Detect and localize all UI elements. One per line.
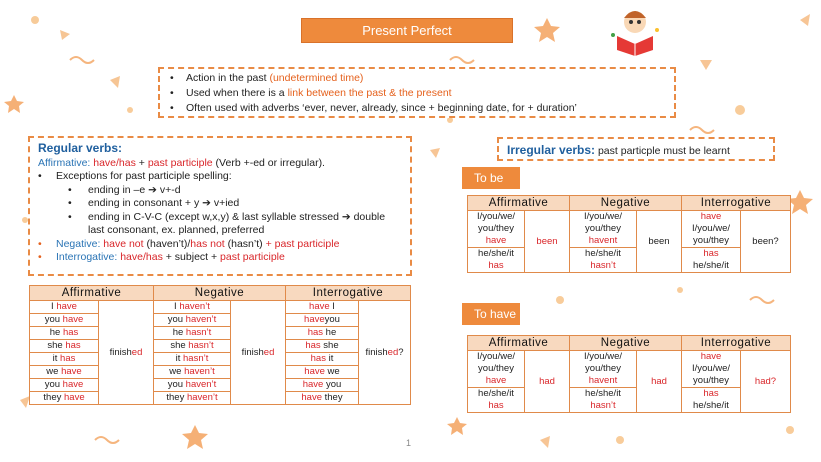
participle-cell: had? <box>741 351 791 413</box>
table-cell: it hasn’t <box>154 353 231 366</box>
table-header-affirmative: Affirmative <box>30 286 154 301</box>
participle-cell: had <box>525 351 570 413</box>
table-cell: she hasn’t <box>154 340 231 353</box>
table-cell: has it <box>286 353 359 366</box>
exception-item: • ending in consonant + y ➔ v+ied <box>68 197 240 209</box>
participle-cell: been <box>525 211 570 273</box>
table-cell: you have <box>30 314 99 327</box>
to-be-label: To be <box>462 167 520 189</box>
table-cell: it has <box>30 353 99 366</box>
regular-verbs-box <box>28 136 412 276</box>
table-cell: I haven’t <box>154 301 231 314</box>
exception-item: • ending in –e ➔ v+-d <box>68 183 181 196</box>
table-cell: haveyou <box>286 314 359 327</box>
table-cell: they haven’t <box>154 392 231 405</box>
table-cell: has he <box>286 327 359 340</box>
page-title: Present Perfect <box>301 18 513 43</box>
note-item: • Used when there is a link between the past & the present <box>170 87 452 99</box>
table-cell: he/she/it has <box>468 388 525 413</box>
table-cell: has she <box>286 340 359 353</box>
page-number: 1 <box>406 438 412 448</box>
verb-cell: finished <box>231 301 286 405</box>
table-cell: I/you/we/ you/they havent <box>570 351 637 388</box>
table-cell: we have <box>30 366 99 379</box>
table-cell: she has <box>30 340 99 353</box>
table-cell: he/she/it hasn’t <box>570 388 637 413</box>
verb-cell: finished? <box>359 301 411 405</box>
table-cell: has he/she/it <box>682 388 741 413</box>
table-cell: he has <box>30 327 99 340</box>
interrogative-rule: • Interrogative: have/has + subject + past participle <box>38 251 285 263</box>
participle-cell: had <box>637 351 682 413</box>
table-header-negative: Negative <box>570 196 682 211</box>
table-header-negative: Negative <box>154 286 286 301</box>
affirmative-rule: Affirmative: have/has + past participle (Verb +-ed or irregular). <box>38 156 325 169</box>
table-cell: he/she/it hasn’t <box>570 248 637 273</box>
verb-cell: finished <box>99 301 154 405</box>
table-cell: you have <box>30 379 99 392</box>
exception-item-cont: last consonant, ex. planned, preferred <box>88 224 265 236</box>
regular-verbs-heading: Regular verbs: <box>38 141 123 155</box>
to-have-table <box>467 335 791 413</box>
participle-cell: been <box>637 211 682 273</box>
note-item: • Action in the past (undetermined time) <box>170 72 364 84</box>
table-header-affirmative: Affirmative <box>468 336 570 351</box>
table-cell: you haven’t <box>154 379 231 392</box>
usage-notes <box>158 67 676 118</box>
table-cell: he/she/it has <box>468 248 525 273</box>
table-cell: I/you/we/ you/they have <box>468 351 525 388</box>
table-cell: I/you/we/ you/they havent <box>570 211 637 248</box>
regular-conjugation-table <box>29 285 411 405</box>
table-cell: you haven’t <box>154 314 231 327</box>
table-cell: I have <box>30 301 99 314</box>
table-cell: have you <box>286 379 359 392</box>
table-cell: have they <box>286 392 359 405</box>
table-cell: they have <box>30 392 99 405</box>
child-reading-illustration <box>611 11 659 56</box>
exceptions-rule: • Exceptions for past participle spelling: <box>38 170 232 182</box>
table-header-interrogative: Interrogative <box>682 196 791 211</box>
note-item: • Often used with adverbs ‘ever, never, already, since + beginning date, for + duration’ <box>170 102 577 114</box>
irregular-verbs-heading: Irregular verbs: <box>507 143 596 157</box>
table-header-negative: Negative <box>570 336 682 351</box>
exception-item: • ending in C-V-C (except w,x,y) & last syllable stressed ➔ double <box>68 210 386 223</box>
irregular-verbs-note: past particple must be learnt <box>595 145 730 157</box>
table-cell: we haven’t <box>154 366 231 379</box>
table-header-interrogative: Interrogative <box>286 286 411 301</box>
participle-cell: been? <box>741 211 791 273</box>
table-cell: have I <box>286 301 359 314</box>
to-be-table <box>467 195 791 273</box>
table-cell: has he/she/it <box>682 248 741 273</box>
table-cell: have I/you/we/ you/they <box>682 351 741 388</box>
table-cell: have I/you/we/ you/they <box>682 211 741 248</box>
table-header-affirmative: Affirmative <box>468 196 570 211</box>
irregular-verbs-box <box>497 137 775 161</box>
table-cell: he hasn’t <box>154 327 231 340</box>
to-have-label: To have <box>462 303 520 325</box>
table-cell: I/you/we/ you/they have <box>468 211 525 248</box>
table-cell: have we <box>286 366 359 379</box>
table-header-interrogative: Interrogative <box>682 336 791 351</box>
negative-rule: • Negative: have not (haven’t)/has not (hasn’t) + past participle <box>38 237 340 250</box>
